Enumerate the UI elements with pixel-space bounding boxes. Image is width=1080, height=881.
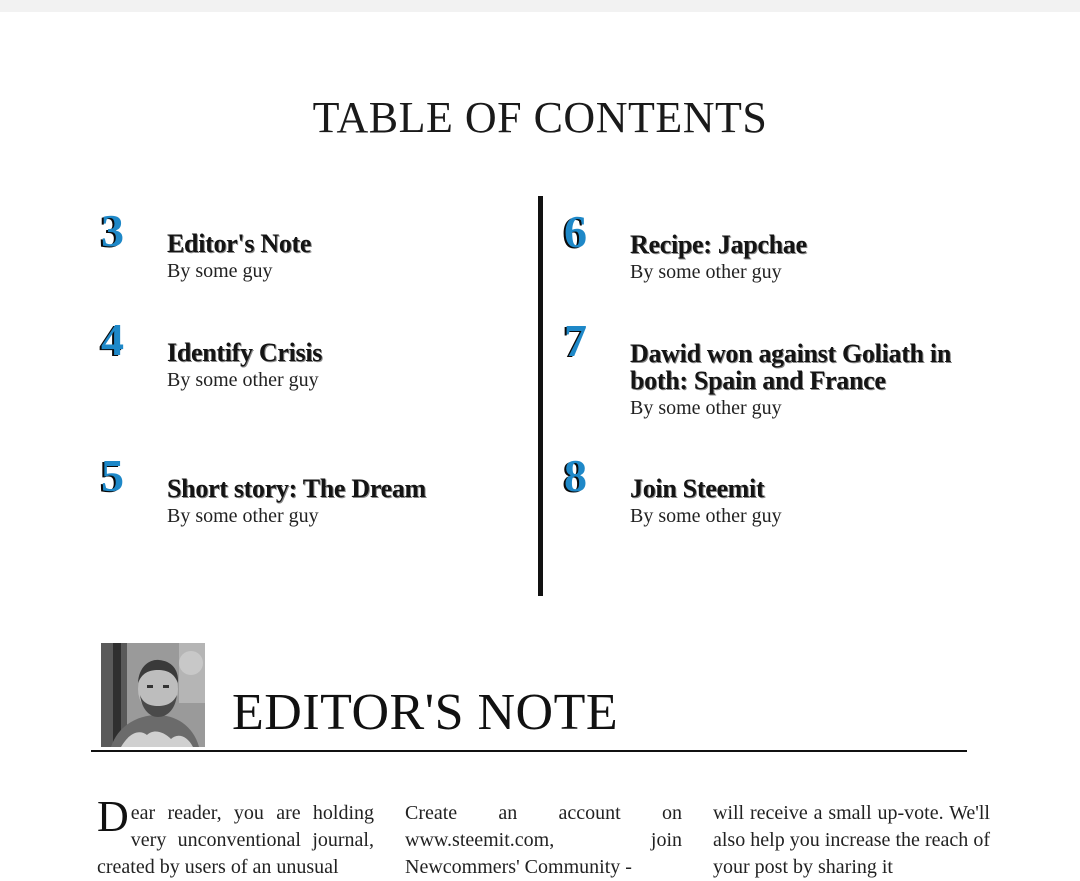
body-text: Create an account on www.steemit.com, join Newcommers' Community - (405, 802, 682, 878)
page-number: 3 (101, 205, 124, 256)
page-number: 6 (564, 206, 587, 257)
toc-entry-author: By some other guy (630, 505, 782, 527)
editor-avatar (101, 643, 205, 747)
avatar-photo (101, 643, 205, 747)
toc-entry-author: By some other guy (167, 505, 319, 527)
toc-entry-text (630, 475, 960, 529)
toc-entry-author: By some other guy (630, 261, 782, 283)
toc-entry-title[interactable]: Short story: The Dream (167, 474, 426, 503)
body-column-3 (713, 800, 990, 881)
page-number: 5 (101, 450, 124, 501)
toc-entry-author: By some other guy (167, 369, 319, 391)
body-text: will receive a small up-vote. We'll also help you increase the reach of your post by sharing it (713, 802, 990, 878)
toc-entry-author: By some guy (167, 260, 273, 282)
toc-entry-title[interactable]: Editor's Note (167, 229, 312, 258)
section-rule (91, 750, 967, 752)
toc-entry-title[interactable]: Recipe: Japchae (630, 230, 807, 259)
toc-entry-text (167, 475, 497, 529)
drop-cap: D (97, 792, 129, 841)
toc-entry-text (630, 340, 975, 421)
body-column-2 (405, 800, 682, 881)
page-number: 4 (101, 314, 124, 365)
column-divider (538, 196, 543, 596)
toc-entry-author: By some other guy (630, 397, 782, 419)
page-number: 7 (564, 315, 587, 366)
top-strip (0, 0, 1080, 12)
toc-entry-text (630, 231, 960, 285)
section-title: EDITOR'S NOTE (232, 684, 619, 741)
toc-entry-text (167, 230, 497, 284)
toc-entry-title[interactable]: Join Steemit (630, 474, 765, 503)
toc-entry-text (167, 339, 497, 393)
body-text: ear reader, you are holding very unconventional journal, created by users of an unusual (97, 802, 374, 878)
toc-entry-title[interactable]: Identify Crisis (167, 338, 323, 367)
toc-entry-title[interactable]: Dawid won against Goliath in both: Spain and France (630, 339, 952, 395)
body-column-1 (97, 792, 374, 881)
page-number: 8 (564, 450, 587, 501)
toc-title: TABLE OF CONTENTS (312, 93, 768, 142)
